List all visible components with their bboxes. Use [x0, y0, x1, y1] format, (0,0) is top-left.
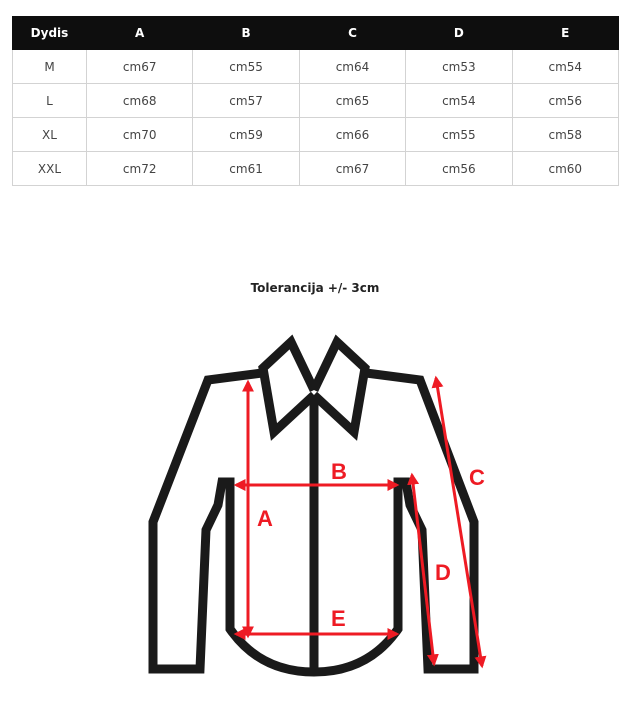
- header-c: C: [299, 17, 405, 50]
- tolerance-note: Tolerancija +/- 3cm: [250, 281, 380, 295]
- header-b: B: [193, 17, 299, 50]
- table-row: [13, 50, 619, 84]
- header-d: D: [406, 17, 512, 50]
- table-cell: cm70: [87, 118, 193, 152]
- table-cell: cm53: [406, 50, 512, 84]
- table-header-row: [13, 17, 619, 50]
- table-cell: cm56: [512, 84, 618, 118]
- table-cell: cm55: [193, 50, 299, 84]
- measure-b-label: B: [331, 459, 347, 484]
- table-cell: XL: [13, 118, 87, 152]
- table-row: [13, 84, 619, 118]
- header-e: E: [512, 17, 618, 50]
- table-cell: cm56: [406, 152, 512, 186]
- table-cell: cm68: [87, 84, 193, 118]
- table-cell: cm57: [193, 84, 299, 118]
- measure-c-label: C: [469, 465, 485, 490]
- table-cell: cm54: [406, 84, 512, 118]
- jacket-measurement-diagram: [0, 320, 630, 709]
- jacket-left-collar: [263, 342, 314, 432]
- measure-a-label: A: [257, 506, 273, 531]
- size-table: [12, 16, 619, 186]
- table-cell: cm54: [512, 50, 618, 84]
- table-cell: M: [13, 50, 87, 84]
- table-cell: cm66: [299, 118, 405, 152]
- table-cell: cm55: [406, 118, 512, 152]
- table-row: [13, 152, 619, 186]
- header-size: Dydis: [13, 17, 87, 50]
- table-cell: L: [13, 84, 87, 118]
- table-cell: cm67: [299, 152, 405, 186]
- table-cell: cm58: [512, 118, 618, 152]
- table-cell: cm72: [87, 152, 193, 186]
- measure-d-label: D: [435, 560, 451, 585]
- table-cell: cm64: [299, 50, 405, 84]
- table-cell: cm60: [512, 152, 618, 186]
- header-a: A: [87, 17, 193, 50]
- table-cell: cm67: [87, 50, 193, 84]
- table-cell: XXL: [13, 152, 87, 186]
- table-cell: cm65: [299, 84, 405, 118]
- measure-e-label: E: [331, 606, 346, 631]
- table-cell: cm59: [193, 118, 299, 152]
- jacket-outline: [153, 342, 474, 672]
- table-row: [13, 118, 619, 152]
- table-cell: cm61: [193, 152, 299, 186]
- jacket-right-collar: [314, 342, 365, 432]
